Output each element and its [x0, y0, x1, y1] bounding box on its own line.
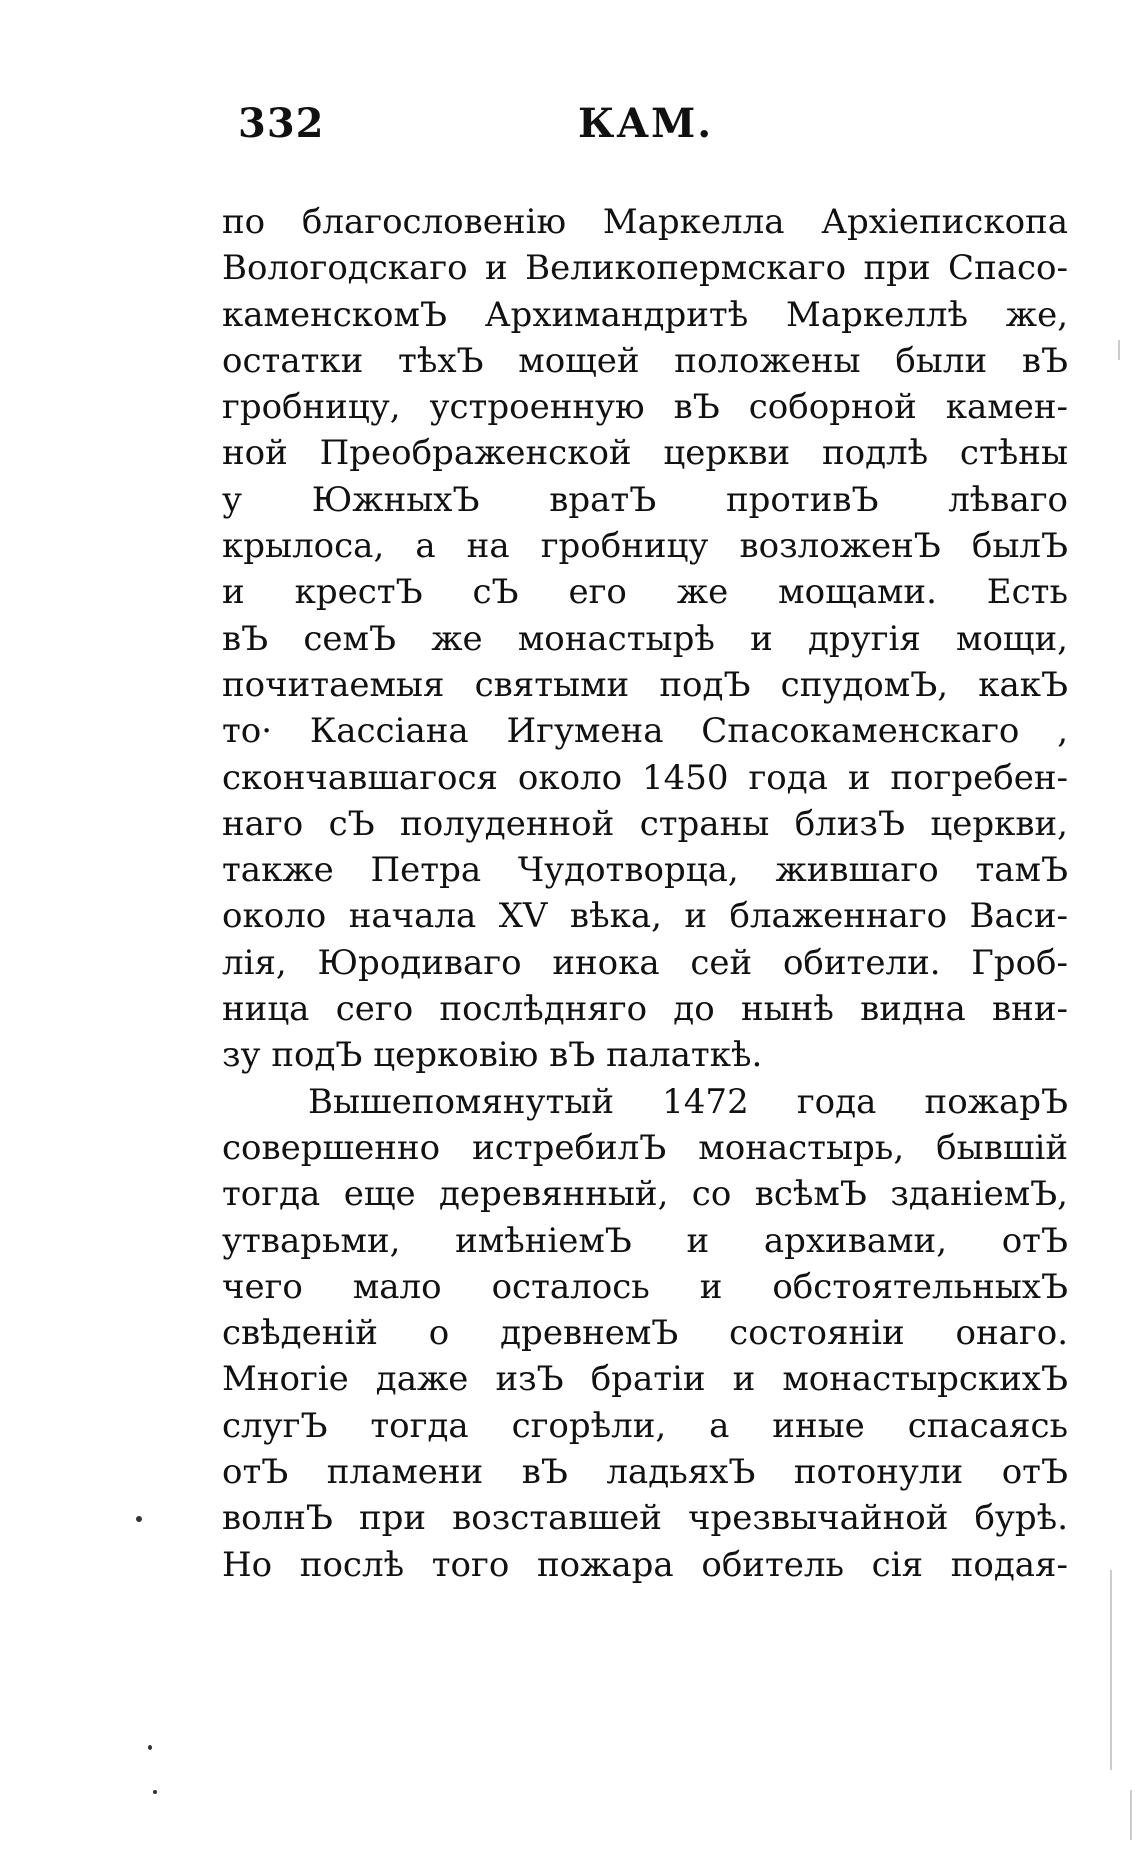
page-edge-shadow — [1118, 340, 1120, 360]
text-line: волнЪ при возставшей чрезвычайной бурѣ. — [222, 1498, 1068, 1539]
text-line: зу подЪ церковію вЪ палаткѣ. — [222, 1035, 763, 1076]
scan-speck — [136, 1516, 142, 1522]
text-line: крылоса, а на гробницу возложенЪ былЪ — [222, 526, 1068, 567]
scan-speck — [153, 1790, 157, 1794]
text-line: около начала XV вѣка, и блаженнаго Васи- — [222, 896, 1068, 937]
text-line: лія, Юродиваго инока сей обители. Гроб- — [222, 942, 1068, 983]
text-line: также Петра Чудотворца, жившаго тамЪ — [222, 850, 1068, 891]
running-head: КАМ. — [578, 100, 714, 147]
text-line: у ЮжныхЪ вратЪ противЪ лѣваго — [222, 479, 1068, 520]
text-line: слугЪ тогда сгорѣли, а иные спасаясь — [222, 1405, 1068, 1446]
text-line: остатки тѣхЪ мощей положены были вЪ — [222, 340, 1068, 381]
text-line: по благословенію Маркелла Архіепископа — [222, 202, 1068, 242]
scan-speck — [148, 1745, 152, 1750]
text-line: Но послѣ того пожара обитель сія подая- — [222, 1544, 1068, 1585]
text-line: почитаемыя святыми подЪ спудомЪ, какЪ — [222, 664, 1068, 705]
text-line: каменскомЪ Архимандритѣ Маркеллѣ же, — [222, 294, 1068, 335]
text-line: отЪ пламени вЪ ладьяхЪ потонули отЪ — [222, 1452, 1068, 1493]
text-line: ница сего послѣдняго до нынѣ видна вни- — [222, 989, 1068, 1030]
text-line: свѣденій о древнемЪ состояніи онаго. — [222, 1313, 1068, 1354]
text-line: вЪ семЪ же монастырѣ и другія мощи, — [222, 618, 1068, 659]
body-text — [222, 199, 1068, 1588]
text-line: гробницу, устроенную вЪ соборной камен- — [222, 387, 1068, 428]
text-line: совершенно истребилЪ монастырь, бывшій — [222, 1127, 1068, 1168]
text-line: Вышепомянутый 1472 года пожарЪ — [308, 1081, 1068, 1122]
page-number: 332 — [238, 100, 325, 147]
text-line: утварьми, имѣніемЪ и архивами, отЪ — [222, 1220, 1068, 1261]
text-line: Многіе даже изЪ братіи и монастырскихЪ — [222, 1359, 1068, 1400]
text-line: то· Кассіана Игумена Спасокаменскаго , — [222, 711, 1068, 752]
text-line: тогда еще деревянный, со всѣмЪ зданіемЪ, — [222, 1174, 1068, 1215]
text-line: ной Преображенской церкви подлѣ стѣны — [222, 433, 1068, 474]
text-line: Вологодскаго и Великопермскаго при Спасо- — [222, 248, 1068, 289]
page-edge-shadow — [1130, 1790, 1132, 1840]
text-line: наго сЪ полуденной страны близЪ церкви, — [222, 803, 1068, 844]
text-line: скончавшагося около 1450 года и погребен- — [222, 757, 1068, 798]
page-edge-shadow — [1110, 1570, 1112, 1770]
text-line: и крестЪ сЪ его же мощами. Есть — [222, 572, 1068, 613]
page-header — [238, 100, 878, 160]
text-line: чего мало осталось и обстоятельныхЪ — [222, 1266, 1068, 1307]
